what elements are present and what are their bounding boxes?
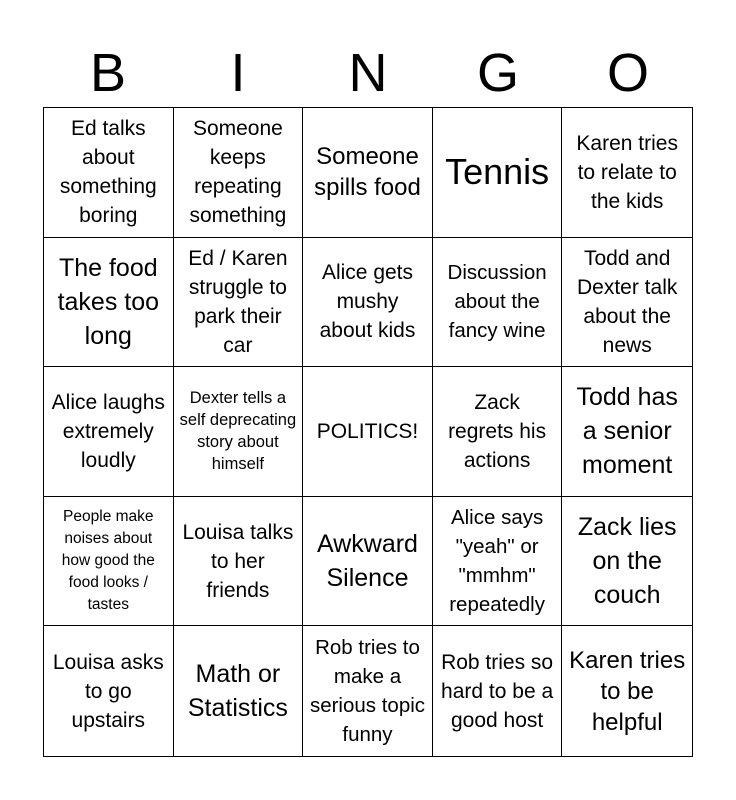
- bingo-cell[interactable]: [44, 367, 174, 497]
- header-letter-n: N: [348, 43, 388, 103]
- cell-text: Someone keeps repeating something: [189, 117, 287, 228]
- bingo-cell[interactable]: [44, 108, 174, 238]
- cell-text: Rob tries to make a serious topic funny: [309, 636, 426, 747]
- cell-text: Louisa talks to her friends: [182, 520, 294, 602]
- bingo-cell[interactable]: [174, 238, 304, 368]
- cell-text: Math or Statistics: [187, 660, 288, 723]
- bingo-cell[interactable]: [433, 108, 563, 238]
- bingo-cell[interactable]: [433, 497, 563, 627]
- bingo-board: [43, 107, 693, 757]
- bingo-cell[interactable]: [303, 497, 433, 627]
- bingo-cell[interactable]: [433, 626, 563, 756]
- cell-text: Rob tries so hard to be a good host: [441, 650, 554, 732]
- cell-text: Alice laughs extremely loudly: [51, 390, 165, 472]
- bingo-cell[interactable]: [562, 108, 692, 238]
- cell-text: Zack lies on the couch: [577, 513, 677, 610]
- cell-text: People make noises about how good the food looks / tastes: [61, 508, 155, 614]
- bingo-cell[interactable]: [44, 626, 174, 756]
- bingo-cell[interactable]: [174, 367, 304, 497]
- cell-text: The food takes too long: [57, 253, 160, 350]
- cell-text: Someone spills food: [314, 143, 421, 202]
- cell-text: Ed talks about something boring: [59, 117, 157, 228]
- cell-text: Karen tries to relate to the kids: [576, 131, 678, 213]
- cell-text: Ed / Karen struggle to park their car: [188, 246, 288, 357]
- cell-text: Todd and Dexter talk about the news: [577, 246, 678, 357]
- bingo-cell[interactable]: [44, 238, 174, 368]
- header-letter-b: B: [89, 43, 127, 103]
- cell-text: Todd has a senior moment: [576, 383, 678, 480]
- bingo-cell[interactable]: [433, 367, 563, 497]
- cell-text: Alice gets mushy about kids: [319, 261, 416, 343]
- bingo-cell[interactable]: [562, 497, 692, 627]
- bingo-cell[interactable]: [174, 497, 304, 627]
- bingo-cell[interactable]: [303, 238, 433, 368]
- bingo-cell[interactable]: [562, 367, 692, 497]
- cell-text: Alice says "yeah" or "mmhm" repeatedly: [449, 506, 545, 617]
- header-letter-o: O: [606, 43, 649, 103]
- cell-text: Discussion about the fancy wine: [447, 261, 547, 343]
- bingo-cell[interactable]: [174, 626, 304, 756]
- cell-text: Zack regrets his actions: [448, 390, 547, 472]
- header-letter-g: G: [476, 43, 519, 103]
- bingo-cell[interactable]: [303, 108, 433, 238]
- cell-text: Louisa asks to go upstairs: [52, 650, 164, 732]
- bingo-cell[interactable]: [174, 108, 304, 238]
- cell-text: Karen tries to be helpful: [569, 646, 686, 736]
- cell-text: POLITICS!: [316, 419, 419, 443]
- header-letter-i: I: [230, 43, 246, 103]
- cell-text: Tennis: [445, 151, 550, 193]
- cell-text: Dexter tells a self deprecating story about himself: [179, 389, 297, 474]
- bingo-cell[interactable]: [562, 238, 692, 368]
- cell-text: Awkward Silence: [317, 530, 418, 593]
- bingo-cell[interactable]: [44, 497, 174, 627]
- bingo-cell[interactable]: [303, 367, 433, 497]
- bingo-header: [43, 40, 693, 106]
- bingo-cell[interactable]: [562, 626, 692, 756]
- bingo-cell[interactable]: [433, 238, 563, 368]
- bingo-cell[interactable]: [303, 626, 433, 756]
